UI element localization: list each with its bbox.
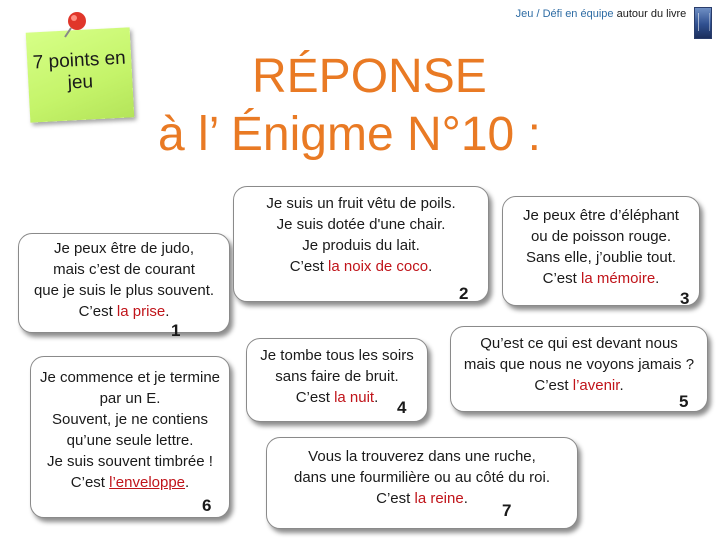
riddle-number: 2	[459, 284, 469, 303]
pushpin-icon	[60, 10, 90, 40]
riddle-line: Qu’est ce qui est devant nous	[480, 335, 678, 352]
riddle-line: par un E.	[99, 390, 161, 407]
riddle-line: Je suis un fruit vêtu de poils.	[266, 195, 456, 212]
riddle-line: ou de poisson rouge.	[530, 228, 672, 245]
riddle-answer: la reine	[414, 490, 464, 507]
riddle-line: Souvent, je ne contiens	[52, 411, 208, 428]
riddle-number: 3	[680, 289, 690, 308]
riddle-answer-line: C’est la mémoire.	[542, 270, 660, 287]
riddle-answer-line: C’est l’enveloppe.	[70, 474, 190, 491]
riddle-answer-line: C’est la noix de coco.	[289, 258, 433, 275]
riddle-answer: la noix de coco	[328, 258, 429, 275]
riddle-card-5	[450, 326, 708, 412]
points-label: 7 points en jeu	[32, 47, 127, 94]
riddle-card-6	[30, 356, 230, 518]
points-sticky-note	[26, 27, 135, 122]
riddle-answer: l’enveloppe	[109, 474, 186, 491]
riddle-line: Je suis dotée d'une chair.	[276, 216, 446, 233]
riddle-number: 7	[502, 501, 512, 520]
riddle-line: dans une fourmilière ou au côté du roi.	[294, 469, 550, 486]
riddle-answer: la nuit	[334, 389, 375, 406]
riddle-answer-line: C’est la reine.	[376, 490, 468, 507]
riddle-number: 6	[202, 496, 212, 515]
riddle-line: qu’une seule lettre.	[66, 432, 194, 449]
riddle-card-7	[266, 437, 578, 529]
riddle-answer-line: C’est la prise.	[78, 303, 170, 320]
page-title-line1: RÉPONSE	[252, 50, 487, 103]
riddle-answer-line: C’est la nuit.	[295, 389, 379, 406]
riddle-line: Je suis souvent timbrée !	[47, 453, 213, 470]
riddle-line: Je peux être d’éléphant	[523, 207, 679, 224]
book-logo-icon	[694, 7, 712, 39]
riddle-answer-line: C’est l’avenir.	[534, 377, 624, 394]
riddle-line: Je peux être de judo,	[53, 240, 195, 257]
riddle-answer: l’avenir	[572, 377, 620, 394]
riddle-card-3	[502, 196, 700, 306]
riddle-line: sans faire de bruit.	[275, 368, 399, 385]
riddle-answer: la prise	[116, 303, 166, 320]
riddle-number: 1	[171, 321, 181, 340]
riddle-answer: la mémoire	[580, 270, 656, 287]
page-title-line2: à l’ Énigme N°10 :	[158, 108, 541, 161]
riddle-card-1	[18, 233, 230, 340]
header-caption-part2: autour du livre	[616, 8, 687, 20]
header-caption-part1: Jeu / Défi en équipe	[515, 8, 614, 20]
riddle-line: mais que nous ne voyons jamais ?	[463, 356, 695, 373]
riddle-line: que je suis le plus souvent.	[33, 282, 215, 299]
riddle-line: Je tombe tous les soirs	[260, 347, 414, 364]
riddle-line: Sans elle, j’oublie tout.	[525, 249, 677, 266]
riddle-number: 5	[679, 392, 689, 411]
riddle-card-4	[246, 338, 428, 422]
riddle-number: 4	[397, 398, 407, 417]
riddle-card-2	[233, 186, 489, 302]
riddle-line: Je produis du lait.	[302, 237, 420, 254]
riddle-line: Vous la trouverez dans une ruche,	[308, 448, 536, 465]
riddle-line: mais c’est de courant	[53, 261, 195, 278]
header-caption	[512, 8, 690, 21]
riddle-line: Je commence et je termine	[39, 369, 221, 386]
